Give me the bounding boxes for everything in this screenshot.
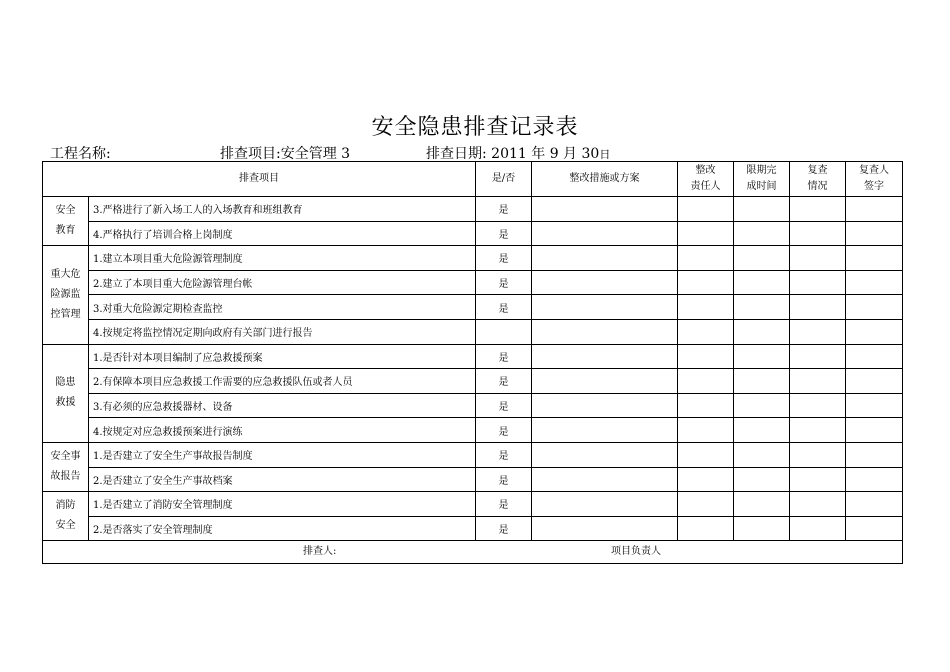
table-row (43, 319, 903, 344)
review-cell (790, 442, 846, 467)
table-row (43, 295, 903, 320)
document-title: 安全隐患排查记录表 (371, 115, 579, 140)
reviewer-cell (846, 516, 903, 541)
check-date-label: 排查日期: (426, 146, 487, 162)
item-cell: 3.有必须的应急救援器材、设备 (89, 393, 476, 418)
category-cell (43, 492, 89, 541)
answer-cell (476, 319, 532, 344)
category-line: 安全 (55, 520, 76, 532)
rectifier-cell (678, 344, 734, 369)
reviewer-cell (846, 197, 903, 222)
inspection-table (42, 161, 903, 564)
rectifier-cell (678, 467, 734, 492)
reviewer-cell (846, 442, 903, 467)
rectifier-cell (678, 442, 734, 467)
review-cell (790, 319, 846, 344)
answer-cell: 是 (476, 393, 532, 418)
review-cell (790, 344, 846, 369)
rectifier-cell (678, 319, 734, 344)
review-cell (790, 492, 846, 517)
checker-label: 排查人: (303, 546, 337, 558)
table-row (43, 270, 903, 295)
deadline-cell (734, 516, 790, 541)
deadline-cell (734, 295, 790, 320)
answer-cell: 是 (476, 197, 532, 222)
review-cell (790, 516, 846, 541)
deadline-cell (734, 221, 790, 246)
reviewer-cell (846, 344, 903, 369)
measure-cell (532, 344, 678, 369)
header-reviewer: 复查人 签字 (846, 162, 903, 197)
rectifier-cell (678, 516, 734, 541)
review-cell (790, 246, 846, 271)
item-cell: 2.是否落实了安全管理制度 (89, 516, 476, 541)
answer-cell: 是 (476, 221, 532, 246)
item-cell: 1.是否建立了安全生产事故报告制度 (89, 442, 476, 467)
header-review: 复查 情况 (790, 162, 846, 197)
header-item: 排查项目 (43, 162, 476, 197)
item-cell: 1.是否建立了消防安全管理制度 (89, 492, 476, 517)
rectifier-cell (678, 369, 734, 394)
reviewer-cell (846, 492, 903, 517)
reviewer-cell (846, 295, 903, 320)
category-line: 消防 (55, 500, 76, 512)
item-cell: 3.对重大危险源定期检查监控 (89, 295, 476, 320)
measure-cell (532, 492, 678, 517)
category-line: 隐患 (55, 377, 76, 389)
item-cell: 2.建立了本项目重大危险源管理台帐 (89, 270, 476, 295)
deadline-cell (734, 246, 790, 271)
answer-cell: 是 (476, 467, 532, 492)
reviewer-cell (846, 319, 903, 344)
deadline-cell (734, 418, 790, 443)
review-cell (790, 295, 846, 320)
category-cell (43, 246, 89, 344)
answer-cell: 是 (476, 295, 532, 320)
measure-cell (532, 369, 678, 394)
measure-cell (532, 319, 678, 344)
answer-cell: 是 (476, 246, 532, 271)
check-date (426, 143, 610, 163)
category-line: 教育 (55, 225, 76, 237)
item-cell: 4.按规定将监控情况定期向政府有关部门进行报告 (89, 319, 476, 344)
measure-cell (532, 393, 678, 418)
category-line: 安全事 (50, 451, 81, 463)
review-cell (790, 393, 846, 418)
category-line: 救援 (55, 397, 76, 409)
answer-cell: 是 (476, 492, 532, 517)
answer-cell: 是 (476, 442, 532, 467)
review-cell (790, 369, 846, 394)
reviewer-cell (846, 393, 903, 418)
header-rectifier: 整改 责任人 (678, 162, 734, 197)
reviewer-cell (846, 270, 903, 295)
deadline-cell (734, 467, 790, 492)
reviewer-cell (846, 418, 903, 443)
table-row (43, 197, 903, 222)
answer-cell: 是 (476, 270, 532, 295)
deadline-cell (734, 344, 790, 369)
review-cell (790, 467, 846, 492)
table-row (43, 393, 903, 418)
table-row (43, 442, 903, 467)
reviewer-cell (846, 221, 903, 246)
item-cell: 1.建立本项目重大危险源管理制度 (89, 246, 476, 271)
rectifier-cell (678, 295, 734, 320)
deadline-cell (734, 492, 790, 517)
measure-cell (532, 467, 678, 492)
measure-cell (532, 197, 678, 222)
measure-cell (532, 516, 678, 541)
measure-cell (532, 295, 678, 320)
category-line: 控管理 (50, 308, 81, 320)
answer-cell: 是 (476, 516, 532, 541)
category-line: 险源监 (50, 288, 81, 300)
table-row (43, 467, 903, 492)
category-line: 重大危 (50, 268, 81, 280)
table-row (43, 492, 903, 517)
review-cell (790, 197, 846, 222)
category-line: 安全 (55, 205, 76, 217)
header-row (43, 162, 903, 197)
review-cell (790, 270, 846, 295)
reviewer-cell (846, 467, 903, 492)
table-row (43, 516, 903, 541)
table-row (43, 369, 903, 394)
rectifier-cell (678, 197, 734, 222)
deadline-cell (734, 197, 790, 222)
project-name-label: 工程名称: (50, 146, 111, 162)
check-date-value: 2011 年 9 月 30 (491, 146, 600, 162)
category-line: 故报告 (50, 471, 81, 483)
footer-row (43, 541, 903, 564)
answer-cell: 是 (476, 418, 532, 443)
rectifier-cell (678, 246, 734, 271)
review-cell (790, 418, 846, 443)
review-cell (790, 221, 846, 246)
table-row (43, 221, 903, 246)
rectifier-cell (678, 418, 734, 443)
header-measure: 整改措施或方案 (532, 162, 678, 197)
table-body (43, 197, 903, 541)
measure-cell (532, 442, 678, 467)
answer-cell: 是 (476, 344, 532, 369)
answer-cell: 是 (476, 369, 532, 394)
measure-cell (532, 418, 678, 443)
manager-label: 项目负责人 (611, 546, 661, 558)
table-row (43, 344, 903, 369)
category-cell (43, 442, 89, 491)
rectifier-cell (678, 393, 734, 418)
header-deadline: 限期完 成时间 (734, 162, 790, 197)
category-cell (43, 197, 89, 246)
reviewer-cell (846, 246, 903, 271)
measure-cell (532, 221, 678, 246)
table-row (43, 246, 903, 271)
item-cell: 4.严格执行了培训合格上岗制度 (89, 221, 476, 246)
rectifier-cell (678, 270, 734, 295)
item-cell: 1.是否针对本项目编制了应急救援预案 (89, 344, 476, 369)
deadline-cell (734, 270, 790, 295)
deadline-cell (734, 319, 790, 344)
deadline-cell (734, 369, 790, 394)
table-row (43, 418, 903, 443)
header-yes-no: 是/否 (476, 162, 532, 197)
check-item-label: 排查项目:安全管理 3 (220, 146, 351, 162)
item-cell: 4.按规定对应急救援预案进行演练 (89, 418, 476, 443)
check-date-suffix: 日 (599, 148, 611, 161)
rectifier-cell (678, 221, 734, 246)
item-cell: 3.严格进行了新入场工人的入场教育和班组教育 (89, 197, 476, 222)
reviewer-cell (846, 369, 903, 394)
category-cell (43, 344, 89, 442)
footer-cell (43, 541, 903, 564)
deadline-cell (734, 393, 790, 418)
item-cell: 2.是否建立了安全生产事故档案 (89, 467, 476, 492)
measure-cell (532, 270, 678, 295)
item-cell: 2.有保障本项目应急救援工作需要的应急救援队伍或者人员 (89, 369, 476, 394)
rectifier-cell (678, 492, 734, 517)
deadline-cell (734, 442, 790, 467)
measure-cell (532, 246, 678, 271)
